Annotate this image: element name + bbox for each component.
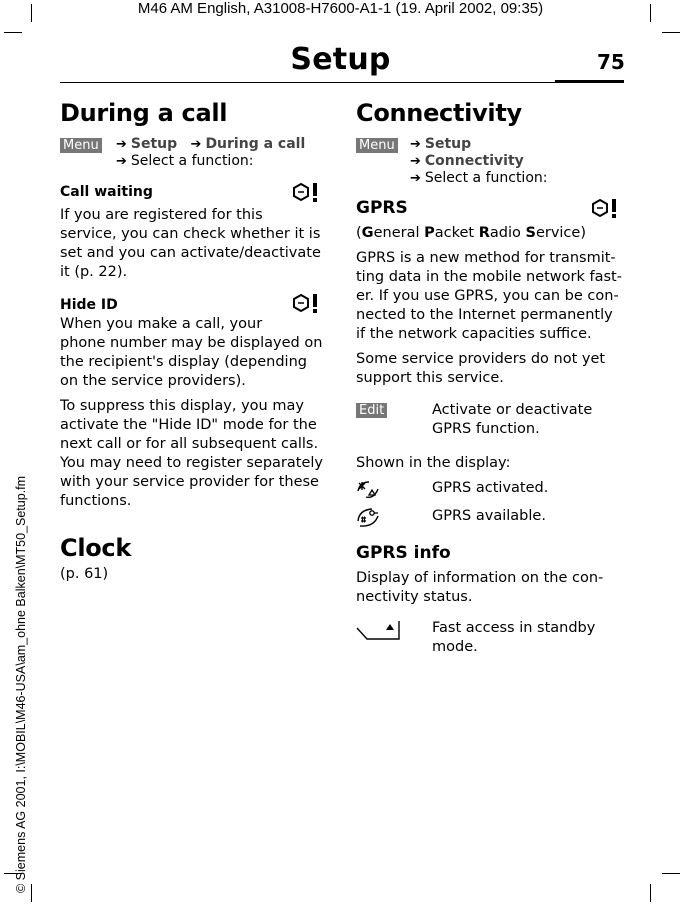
- arrow-icon: ➔: [190, 137, 202, 152]
- running-head: M46 AM English, A31008-H7600-A1-1 (19. April 2002, 09:35): [137, 0, 544, 17]
- menu-step: During a call: [205, 136, 306, 152]
- status-row-activated: [356, 479, 624, 501]
- gprs-availability: Some service providers do not yet support this service.: [356, 351, 606, 386]
- arrow-icon: ➔: [410, 171, 421, 186]
- crop-mark: [650, 884, 651, 902]
- shown-in-display-label: Shown in the display:: [356, 455, 511, 471]
- crop-mark: [662, 873, 680, 874]
- menu-step: Setup: [130, 136, 178, 152]
- hide-id-block: [60, 295, 325, 511]
- hide-id-text-first: When you make a call, your: [60, 316, 263, 332]
- call-waiting-block: [60, 182, 325, 282]
- gprs-info-text: Display of information on the con-nectivity status.: [356, 570, 604, 605]
- section-title-during-a-call: During a call: [60, 99, 228, 127]
- fast-access-text: Fast access in standby mode.: [432, 620, 596, 655]
- network-service-icon: [291, 293, 323, 315]
- gprs-activated-icon: [356, 479, 380, 499]
- status-text-activated: GPRS activated.: [432, 480, 549, 496]
- edit-row: [356, 401, 624, 439]
- arrow-icon: ➔: [116, 154, 127, 169]
- clock-ref: (p. 61): [60, 566, 109, 582]
- fast-access-row: [356, 619, 624, 657]
- page-title: Setup: [290, 42, 391, 77]
- crop-mark: [662, 32, 680, 33]
- right-column: [356, 96, 624, 657]
- network-service-icon: [590, 198, 622, 220]
- copyright-sidebar: © Siemens AG 2001, I:\MOBIL\M46-USA\am_ohne Balken\MT50_Setup.fm: [14, 475, 28, 893]
- heading-gprs-info: GPRS info: [356, 543, 451, 563]
- page-number: 75: [597, 50, 625, 74]
- left-softkey-icon: [356, 619, 402, 641]
- call-waiting-text-first: If you are registered for this: [60, 207, 263, 223]
- gprs-block: [356, 196, 624, 529]
- section-title-clock: Clock: [60, 534, 132, 562]
- arrow-icon: ➔: [410, 137, 421, 152]
- hide-id-text: phone number may be displayed on the recipient's display (depending on the service providers).: [60, 335, 323, 389]
- hide-id-text-2: To suppress this display, you may activate the "Hide ID" mode for the next call or for all subsequent calls. You may need to register separately with your service provider for these functions.: [60, 398, 323, 509]
- menu-softkey: Menu: [356, 138, 398, 153]
- left-column: [60, 96, 325, 584]
- menu-path: [60, 136, 325, 172]
- crop-mark: [4, 32, 22, 33]
- menu-step: Setup: [424, 136, 472, 152]
- menu-softkey: Menu: [60, 138, 102, 153]
- heading-call-waiting: Call waiting: [60, 184, 153, 200]
- edit-description: Activate or deactivate GPRS function.: [432, 402, 593, 437]
- gprs-info-block: [356, 541, 624, 657]
- menu-step: Select a function:: [130, 153, 254, 169]
- heading-hide-id: Hide ID: [60, 297, 118, 313]
- edit-softkey: Edit: [356, 403, 387, 418]
- heading-gprs: GPRS: [356, 198, 408, 218]
- title-rule-accent: [555, 80, 624, 83]
- arrow-icon: ➔: [116, 137, 127, 152]
- menu-step: Connectivity: [424, 153, 524, 169]
- menu-path: [356, 136, 624, 188]
- gprs-description: GPRS is a new method for transmit-ting data in the mobile network fast-er. If you use GPRS, you can be con-nected to the Internet permanently if the network capacities suffice.: [356, 250, 622, 342]
- gprs-abbreviation: (General Packet Radio Service): [356, 225, 586, 241]
- section-title-connectivity: Connectivity: [356, 99, 522, 127]
- status-text-available: GPRS available.: [432, 508, 546, 524]
- call-waiting-text: service, you can check whether it is set and you can activate/deactivate it (p. 22).: [60, 226, 321, 280]
- network-service-icon: [291, 182, 323, 204]
- title-rule: [60, 82, 624, 83]
- crop-mark: [31, 884, 32, 902]
- status-row-available: [356, 507, 624, 529]
- menu-step: Select a function:: [424, 170, 548, 186]
- gprs-available-icon: [356, 507, 380, 527]
- arrow-icon: ➔: [410, 154, 421, 169]
